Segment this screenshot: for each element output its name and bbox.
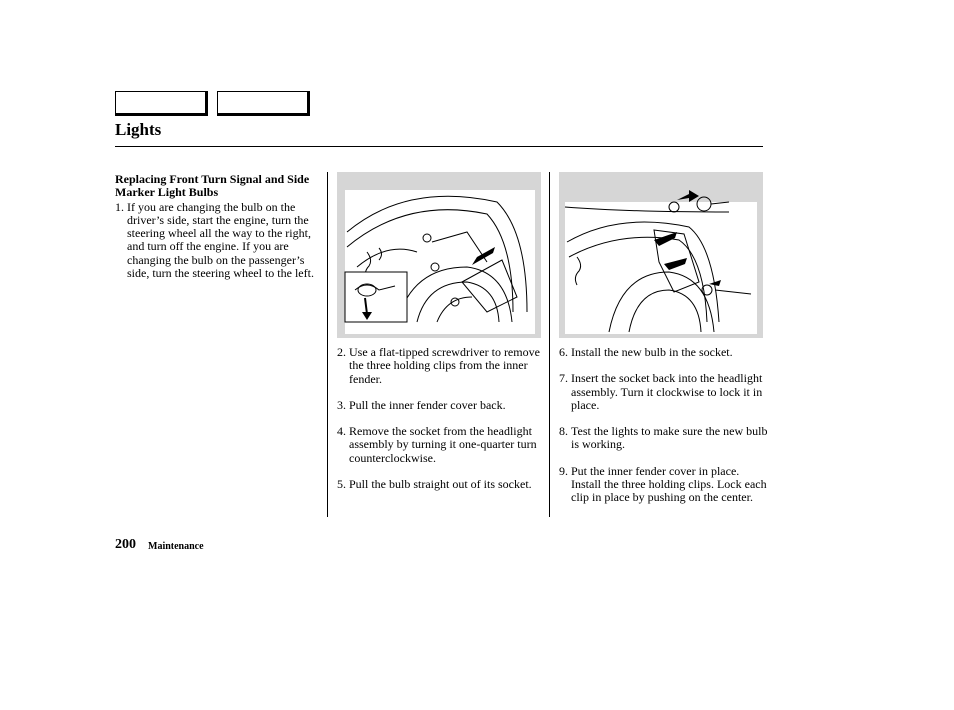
step-8	[559, 425, 769, 452]
illustration-remove-socket	[559, 172, 763, 338]
step-number: 3.	[337, 397, 346, 412]
step-9	[559, 465, 769, 505]
step-1	[115, 201, 320, 281]
nav-button-2[interactable]	[217, 91, 310, 116]
step-2	[337, 346, 547, 386]
illustration-remove-clips	[337, 172, 541, 338]
column-divider-2	[549, 172, 550, 517]
step-number: 5.	[337, 477, 346, 492]
step-text: Pull the bulb straight out of its socket.	[349, 477, 532, 492]
step-3	[337, 399, 547, 412]
middle-column	[337, 346, 547, 491]
step-text: Put the inner fender cover in place. Install the three holding clips. Lock each clip in place by pushing on the center.	[571, 463, 767, 505]
step-text: Remove the socket from the headlight assembly by turning it one-quarter turn counterclockwise.	[349, 424, 537, 465]
step-number: 6.	[559, 345, 568, 359]
step-text: If you are changing the bulb on the driver’s side, start the engine, turn the steering wheel all the way to the right, and turn off the engine. If you are changing the bulb on the passenger’s side, turn the steering wheel to the left.	[127, 199, 314, 281]
step-text: Test the lights to make sure the new bulb is working.	[571, 424, 768, 452]
step-text: Pull the inner fender cover back.	[349, 397, 506, 412]
step-number: 4.	[337, 424, 346, 439]
step-text: Insert the socket back into the headlight assembly. Turn it clockwise to lock it in place.	[571, 371, 763, 412]
right-column	[559, 346, 769, 505]
page-number: 200	[115, 537, 136, 552]
left-column	[115, 173, 320, 280]
step-number: 9.	[559, 463, 568, 478]
fender-diagram-1	[337, 172, 541, 338]
page-title: Lights	[115, 120, 162, 139]
step-number: 1.	[115, 199, 124, 214]
step-text: Install the new bulb in the socket.	[571, 345, 733, 359]
step-4	[337, 425, 547, 465]
nav-button-1[interactable]	[115, 91, 208, 116]
step-6	[559, 346, 769, 359]
title-rule	[115, 146, 763, 147]
column-divider-1	[327, 172, 328, 517]
step-number: 8.	[559, 424, 568, 439]
step-text: Use a flat-tipped screwdriver to remove the three holding clips from the inner fender.	[349, 345, 540, 386]
step-5	[337, 478, 547, 491]
step-number: 7.	[559, 371, 568, 386]
section-subhead: Replacing Front Turn Signal and Side Marker Light Bulbs	[115, 172, 310, 200]
section-name: Maintenance	[148, 541, 204, 552]
step-number: 2.	[337, 345, 346, 359]
fender-diagram-2	[559, 172, 763, 338]
step-7	[559, 372, 769, 412]
